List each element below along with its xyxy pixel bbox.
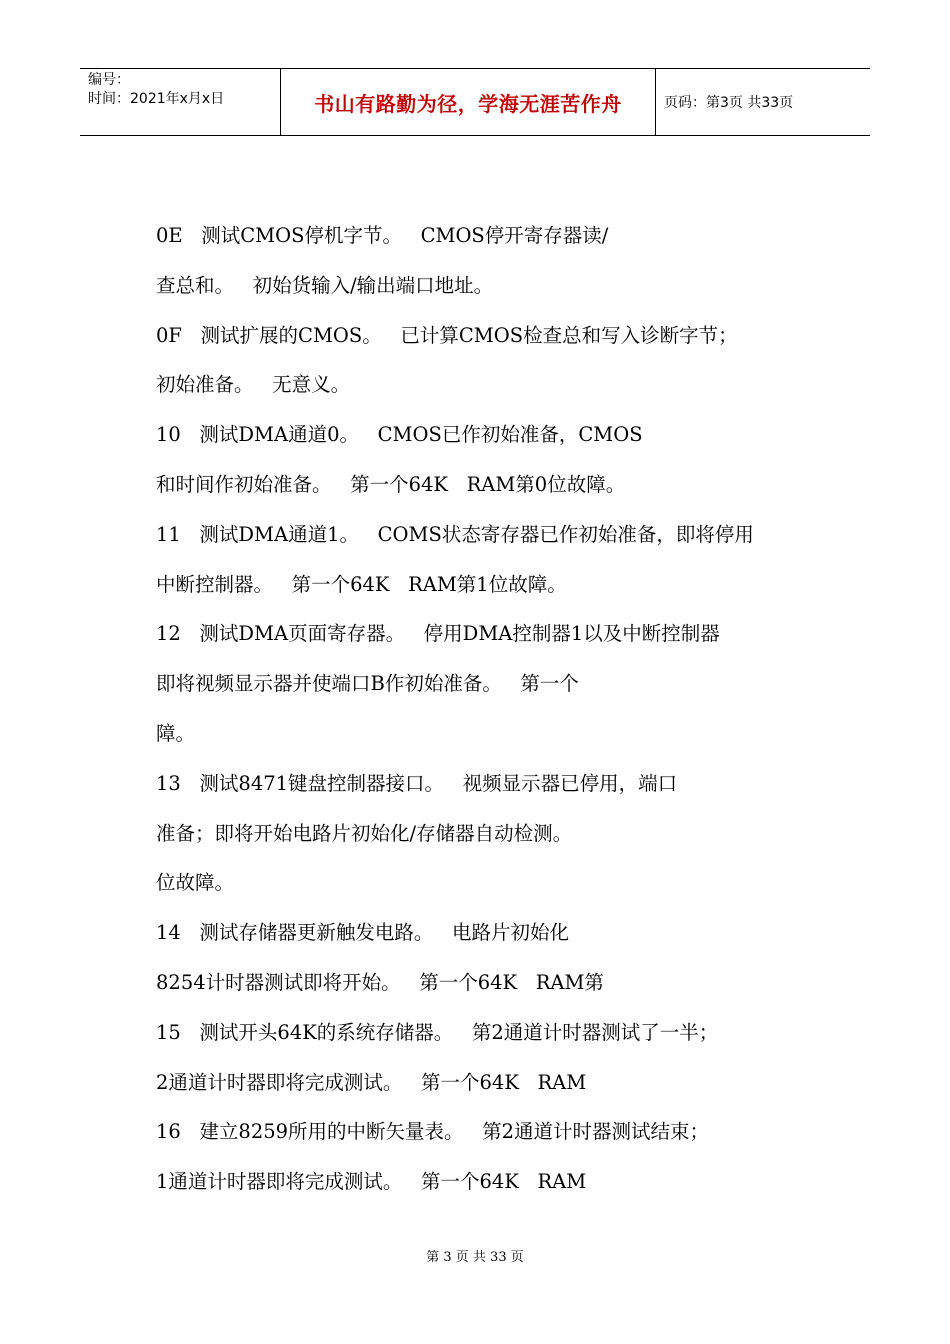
document-body [156, 218, 836, 1214]
body-line: 12 测试DMA页面寄存器。 停用DMA控制器1以及中断控制器 [156, 622, 720, 646]
body-line: 15 测试开头64K的系统存储器。 第2通道计时器测试了一半； [156, 1020, 719, 1044]
header-meta-cell [80, 69, 281, 135]
body-line: 16 建立8259所用的中断矢量表。 第2通道计时器测试结束； [156, 1120, 710, 1144]
body-line: 2通道计时器即将完成测试。 第一个64K RAM [156, 1070, 587, 1094]
body-line: 和时间作初始准备。 第一个64K RAM第0位故障。 [156, 472, 626, 496]
body-line: 1通道计时器即将完成测试。 第一个64K RAM [156, 1170, 587, 1194]
header-page-cell [656, 69, 870, 135]
body-line: 障。 [156, 721, 196, 745]
body-line: 查总和。 初始货输入/输出端口地址。 [156, 273, 494, 297]
body-line: 中断控制器。 第一个64K RAM第1位故障。 [156, 572, 567, 596]
body-line: 准备；即将开始电路片初始化/存储器自动检测。 [156, 821, 573, 845]
body-line: 位故障。 [156, 871, 235, 895]
header-motto-cell [281, 69, 656, 135]
body-line: 8254计时器测试即将开始。 第一个64K RAM第 [156, 970, 604, 994]
body-line: 13 测试8471键盘控制器接口。 视频显示器已停用，端口 [156, 771, 678, 795]
footer-page-number: 第 3 页 共 33 页 [426, 1250, 524, 1265]
page-footer [0, 1246, 950, 1265]
doc-number-label: 编号： [88, 72, 130, 88]
body-line: 初始准备。 无意义。 [156, 373, 351, 397]
body-line: 10 测试DMA通道0。 CMOS已作初始准备，CMOS [156, 423, 643, 447]
time-label: 时间：2021年x月x日 [88, 91, 225, 107]
body-line: 0E 测试CMOS停机字节。 CMOS停开寄存器读/ [156, 224, 609, 247]
body-line: 11 测试DMA通道1。 COMS状态寄存器已作初始准备，即将停用 [156, 522, 754, 546]
header-motto: 书山有路勤为径，学海无涯苦作舟 [314, 91, 622, 116]
body-line: 0F 测试扩展的CMOS。 已计算CMOS检查总和写入诊断字节； [156, 323, 738, 347]
page-header [80, 68, 870, 136]
body-line: 即将视频显示器并使端口B作初始准备。 第一个 [156, 672, 579, 696]
body-line: 14 测试存储器更新触发电路。 电路片初始化 [156, 921, 570, 945]
header-page-info: 页码：第3页 共33页 [664, 95, 794, 111]
